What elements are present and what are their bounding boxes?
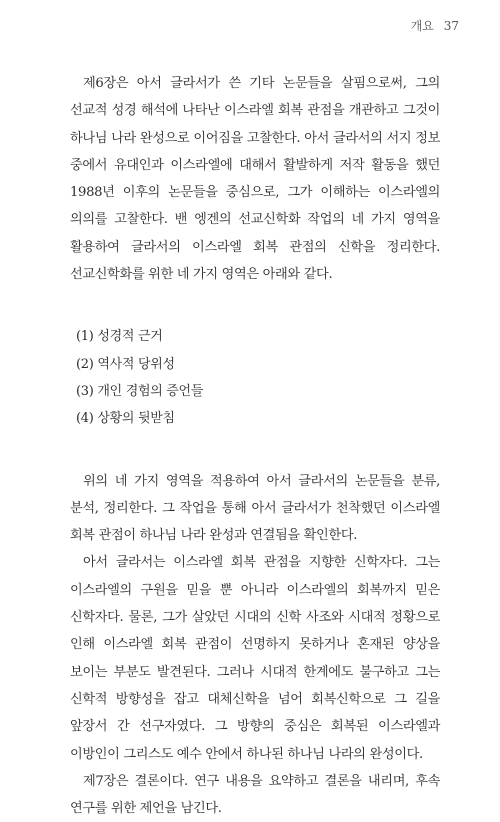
paragraph-chapter-7: 제7장은 결론이다. 연구 내용을 요약하고 결론을 내리며, 후속 연구를 위한 제언을 남긴다. <box>70 773 440 817</box>
body-text <box>70 70 440 822</box>
list-item: (1) 성경적 근거 <box>76 329 163 345</box>
list-item: (2) 역사적 당위성 <box>76 356 175 372</box>
domain-list <box>70 323 440 432</box>
running-header-section: 개요 <box>410 19 434 33</box>
list-item: (3) 개인 경험의 증언들 <box>76 383 204 399</box>
page-number: 37 <box>443 19 459 33</box>
paragraph-chapter-6: 제6장은 아서 글라서가 쓴 기타 논문들을 살핌으로써, 그의 선교적 성경 해석에 나타난 이스라엘 회복 관점을 개관하고 그것이 하나님 나라 완성으로 이어짐을 고찰한다. 아서 글라서의 서지 정보 중에서 유대인과 이스라엘에 대해서 활발하게 저작 활동을 했던 1988년 이후의 논문들을 중심으로, 그가 이해하는 이스라엘의 의의를 고찰한다. 밴 엥겐의 선교신학화 작업의 네 가지 영역을 활용하여 글라서의 이스라엘 회복 관점의 신학을 정리한다. 선교신학화를 위한 네 가지 영역은 아래와 같다. <box>70 76 440 283</box>
paragraph-glasser-theology: 아서 글라서는 이스라엘 회복 관점을 지향한 신학자다. 그는 이스라엘의 구원을 믿을 뿐 아니라 이스라엘의 회복까지 믿은 신학자다. 물론, 그가 살았던 시대의 신학 사조와 시대적 정황으로 인해 이스라엘 회복 관점이 선명하지 못하거나 혼재된 양상을 보이는 부분도 발견된다. 그러나 시대적 한계에도 불구하고 그는 신학적 방향성을 잡고 대체신학을 넘어 회복신학으로 그 길을 앞장서 간 선구자였다. 그 방향의 중심은 회복된 이스라엘과 이방인이 그리스도 예수 안에서 하나된 하나님 나라의 완성이다. <box>70 555 440 762</box>
running-header <box>411 18 459 34</box>
list-item: (4) 상황의 뒷받침 <box>76 411 175 427</box>
paragraph-apply-domains: 위의 네 가지 영역을 적용하여 아서 글라서의 논문들을 분류, 분석, 정리한다. 그 작업을 통해 아서 글라서가 천착했던 이스라엘 회복 관점이 하나님 나라 완성과 연결됨을 확인한다. <box>70 473 440 544</box>
